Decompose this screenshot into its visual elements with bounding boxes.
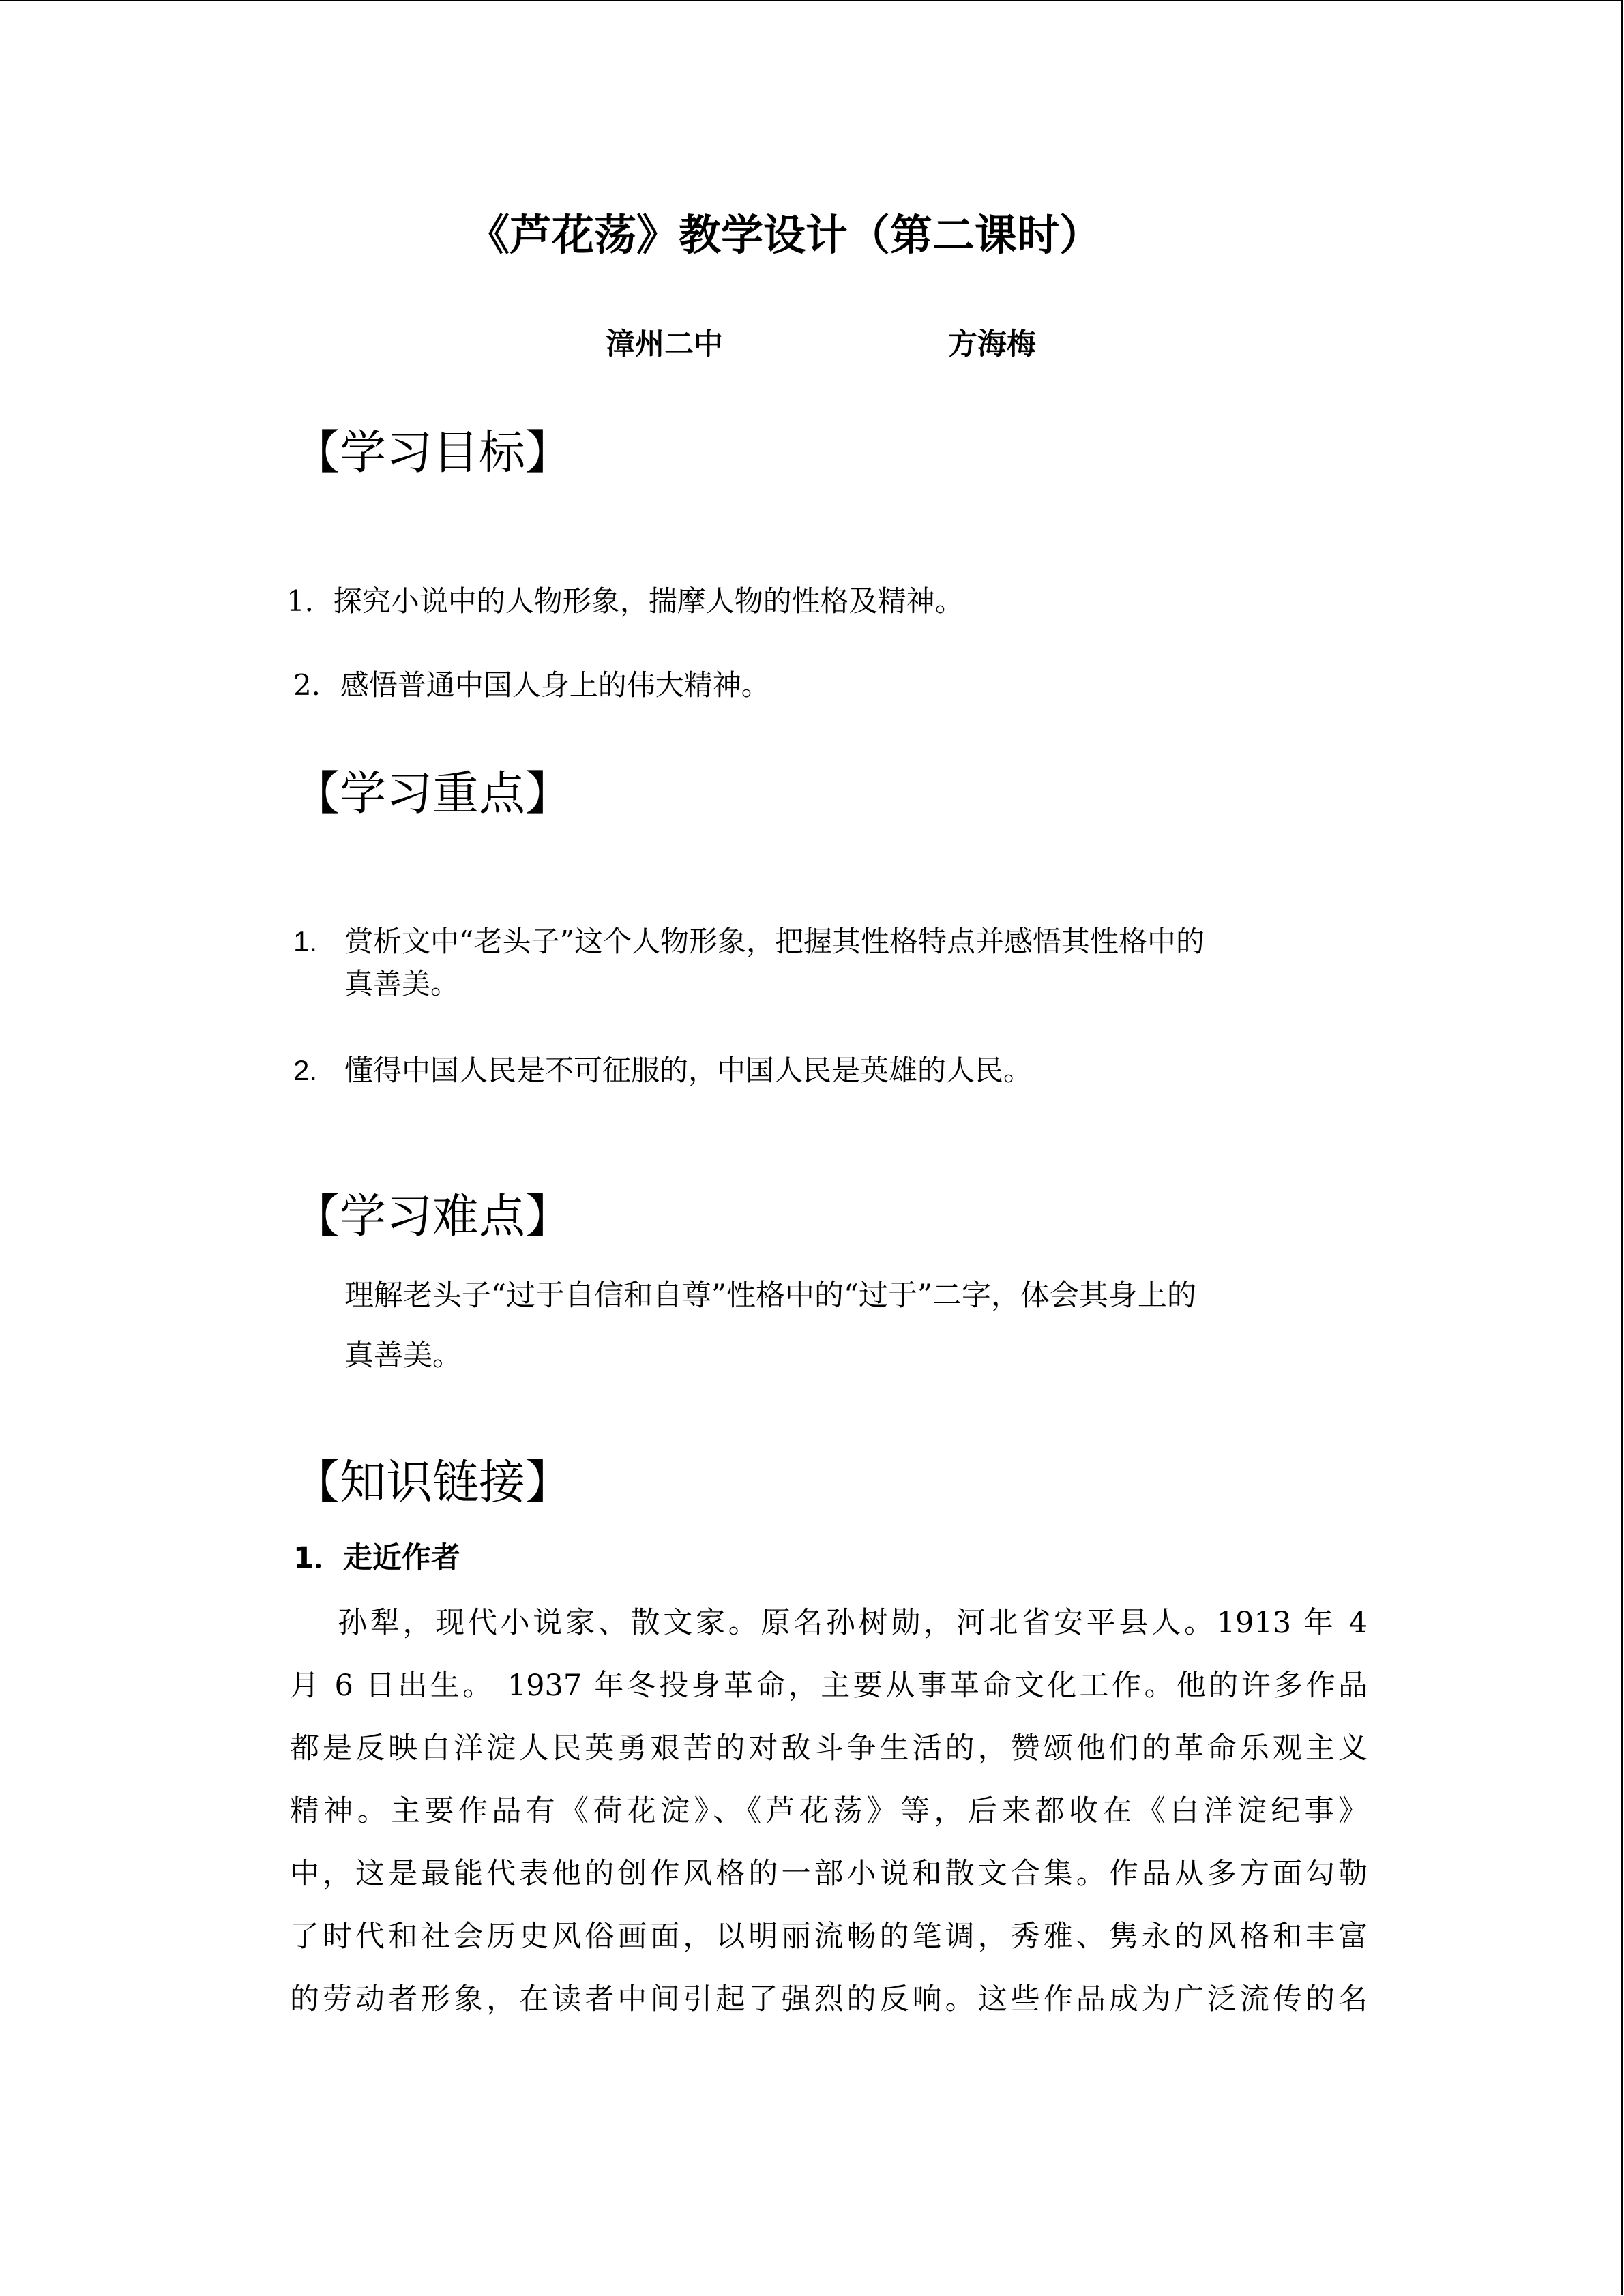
objective-text: 感悟普通中国人身上的伟大精神。 xyxy=(340,668,770,702)
document-title: 《芦花荡》教学设计（第二课时） xyxy=(467,210,1102,260)
key-point-1-line-1: 赏析文中“老头子”这个人物形象，把握其性格特点并感悟其性格中的 xyxy=(344,925,1205,958)
objective-number: 2． xyxy=(293,668,340,702)
author-paragraph-line-6: 了时代和社会历史风俗画面，以明丽流畅的笔调，秀雅、隽永的风格和丰富 xyxy=(290,1920,1368,1954)
section-heading-difficulties: 【学习难点】 xyxy=(293,1190,572,1244)
objective-item-2 xyxy=(293,665,770,706)
subheading-author xyxy=(293,1538,460,1579)
objective-text: 探究小说中的人物形象，揣摩人物的性格及精神。 xyxy=(333,584,964,618)
author-paragraph-line-3: 都是反映白洋淀人民英勇艰苦的对敌斗争生活的，赞颂他们的革命乐观主义 xyxy=(290,1731,1368,1765)
subheading-number: 1． xyxy=(293,1541,343,1575)
key-point-number: 2. xyxy=(293,1054,318,1086)
objective-item-1 xyxy=(286,581,964,622)
key-point-1-line-2: 真善美。 xyxy=(344,967,460,1000)
key-point-number: 1. xyxy=(293,925,318,957)
difficulty-line-1: 理解老头子“过于自信和自尊”性格中的“过于”二字，体会其身上的 xyxy=(344,1279,1196,1313)
author-paragraph-line-4: 精神。主要作品有《荷花淀》、《芦花荡》等，后来都收在《白洋淀纪事》 xyxy=(290,1794,1368,1828)
author-paragraph-line-5: 中，这是最能代表他的创作风格的一部小说和散文合集。作品从多方面勾勒 xyxy=(290,1857,1368,1891)
section-heading-objectives: 【学习目标】 xyxy=(293,426,572,480)
section-heading-key-points: 【学习重点】 xyxy=(293,767,572,821)
objective-number: 1． xyxy=(286,584,334,618)
author-name: 方海梅 xyxy=(948,327,1036,361)
key-point-2-line-1: 懂得中国人民是不可征服的，中国人民是英雄的人民。 xyxy=(344,1054,1033,1087)
school-name: 漳州二中 xyxy=(606,327,723,361)
author-paragraph-line-7: 的劳动者形象，在读者中间引起了强烈的反响。这些作品成为广泛流传的名 xyxy=(290,1982,1368,2016)
section-heading-knowledge: 【知识链接】 xyxy=(293,1456,572,1510)
difficulty-line-2: 真善美。 xyxy=(344,1339,462,1373)
author-paragraph-line-2: 月 6 日出生。 1937 年冬投身革命，主要从事革命文化工作。他的许多作品 xyxy=(290,1669,1368,1703)
subheading-text: 走近作者 xyxy=(342,1541,460,1575)
author-paragraph-line-1: 孙犁，现代小说家、散文家。原名孙树勋，河北省安平县人。1913 年 4 xyxy=(338,1606,1368,1640)
